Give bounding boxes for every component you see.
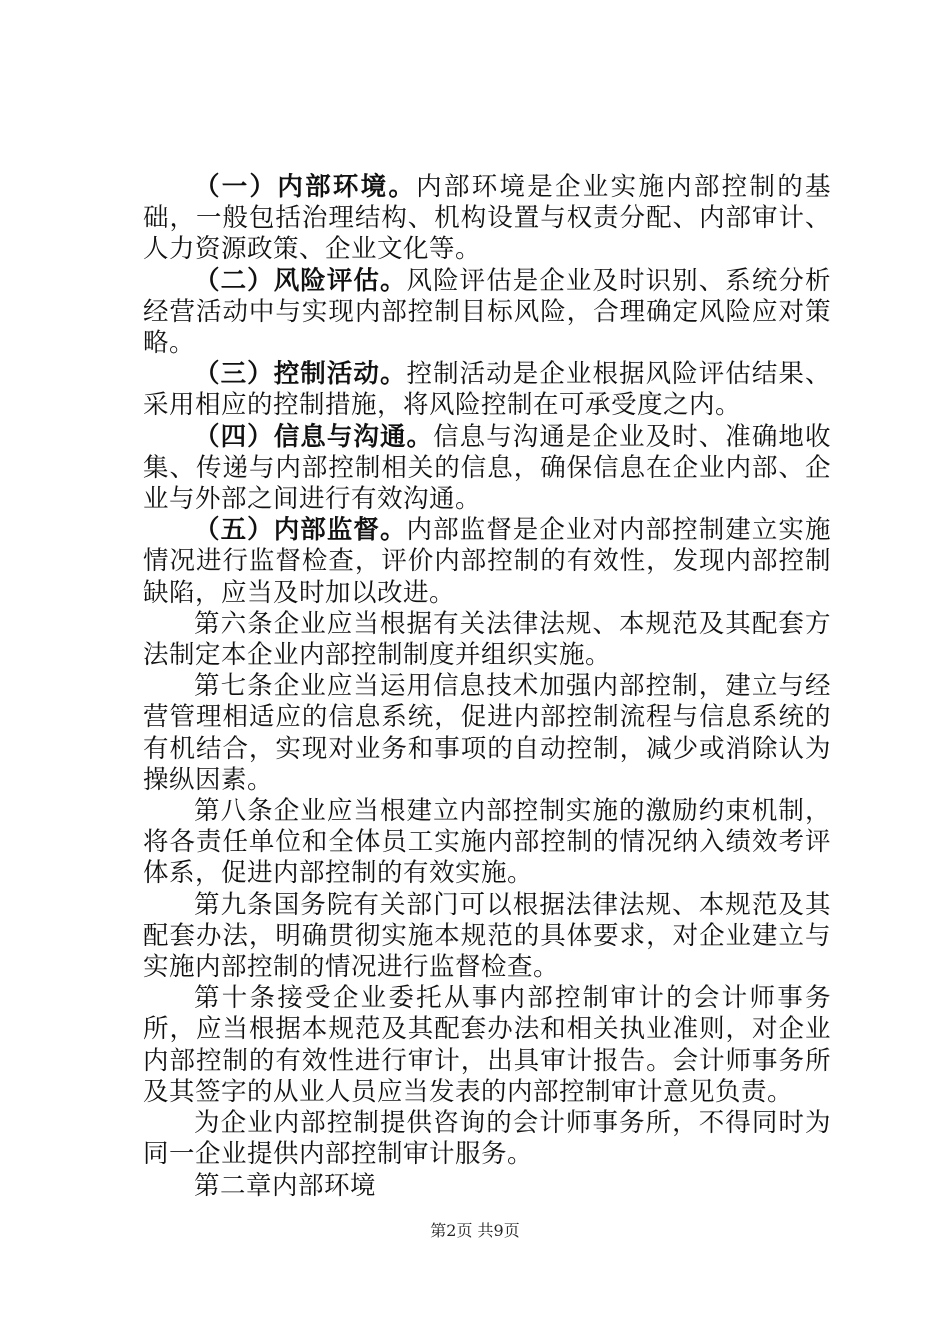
paragraph-text: 第十条接受企业委托从事内部控制审计的会计师事务所，应当根据本规范及其配套办法和相关执业准则，对企业内部控制的有效性进行审计，出具审计报告。会计师事务所及其签字的从业人员应当发表的内部控制审计意见负责。 (143, 983, 831, 1107)
paragraph-text: 第二章内部环境 (194, 1170, 377, 1201)
paragraph-article-6 (143, 609, 831, 671)
paragraph-lead: （四）信息与沟通。 (194, 421, 434, 452)
paragraph-text: 内部环境是企业实施内部控制的基础，一般包括治理结构、机构设置与权责分配、内部审计、人力资源政策、企业文化等。 (143, 172, 831, 265)
page-number-footer: 第2页 共9页 (430, 1221, 520, 1240)
paragraph-article-9 (143, 890, 831, 984)
paragraph-internal-supervision (143, 515, 831, 609)
paragraph-text: 为企业内部控制提供咨询的会计师事务所，不得同时为同一企业提供内部控制审计服务。 (143, 1108, 831, 1170)
paragraph-text: 信息与沟通是企业及时、准确地收集、传递与内部控制相关的信息，确保信息在企业内部、企业与外部之间进行有效沟通。 (143, 421, 831, 515)
paragraph-text: 第七条企业应当运用信息技术加强内部控制，建立与经营管理相适应的信息系统，促进内部控制流程与信息系统的有机结合，实现对业务和事项的自动控制，减少或消除认为操纵因素。 (143, 671, 831, 795)
paragraph-lead: （五）内部监督。 (194, 515, 407, 546)
paragraph-consulting-restriction (143, 1108, 831, 1170)
paragraph-article-7 (143, 671, 831, 796)
paragraph-article-10 (143, 983, 831, 1108)
paragraph-text: 控制活动是企业根据风险评估结果、采用相应的控制措施，将风险控制在可承受度之内。 (143, 359, 831, 421)
paragraph-text: 第九条国务院有关部门可以根据法律法规、本规范及其配套办法，明确贯彻实施本规范的具体要求，对企业建立与实施内部控制的情况进行监督检查。 (143, 889, 831, 983)
paragraph-article-8 (143, 796, 831, 890)
paragraph-control-activities (143, 359, 831, 421)
paragraph-text: 第八条企业应当根建立内部控制实施的激励约束机制，将各责任单位和全体员工实施内部控制的情况纳入绩效考评体系，促进内部控制的有效实施。 (143, 796, 831, 889)
paragraph-lead: （一）内部环境。 (194, 172, 417, 202)
paragraph-text: 内部监督是企业对内部控制建立实施情况进行监督检查，评价内部控制的有效性，发现内部控制缺陷，应当及时加以改进。 (143, 515, 831, 608)
paragraph-text: 风险评估是企业及时识别、系统分析经营活动中与实现内部控制目标风险，合理确定风险应对策略。 (143, 265, 831, 359)
chapter-heading (143, 1171, 831, 1202)
paragraph-risk-assessment (143, 266, 831, 360)
paragraph-internal-environment (143, 172, 831, 266)
document-body (143, 172, 831, 1202)
paragraph-lead: （二）风险评估。 (194, 265, 407, 296)
paragraph-text: 第六条企业应当根据有关法律法规、本规范及其配套方法制定本企业内部控制制度并组织实施。 (143, 608, 831, 671)
paragraph-information-communication (143, 422, 831, 516)
paragraph-lead: （三）控制活动。 (194, 359, 407, 390)
